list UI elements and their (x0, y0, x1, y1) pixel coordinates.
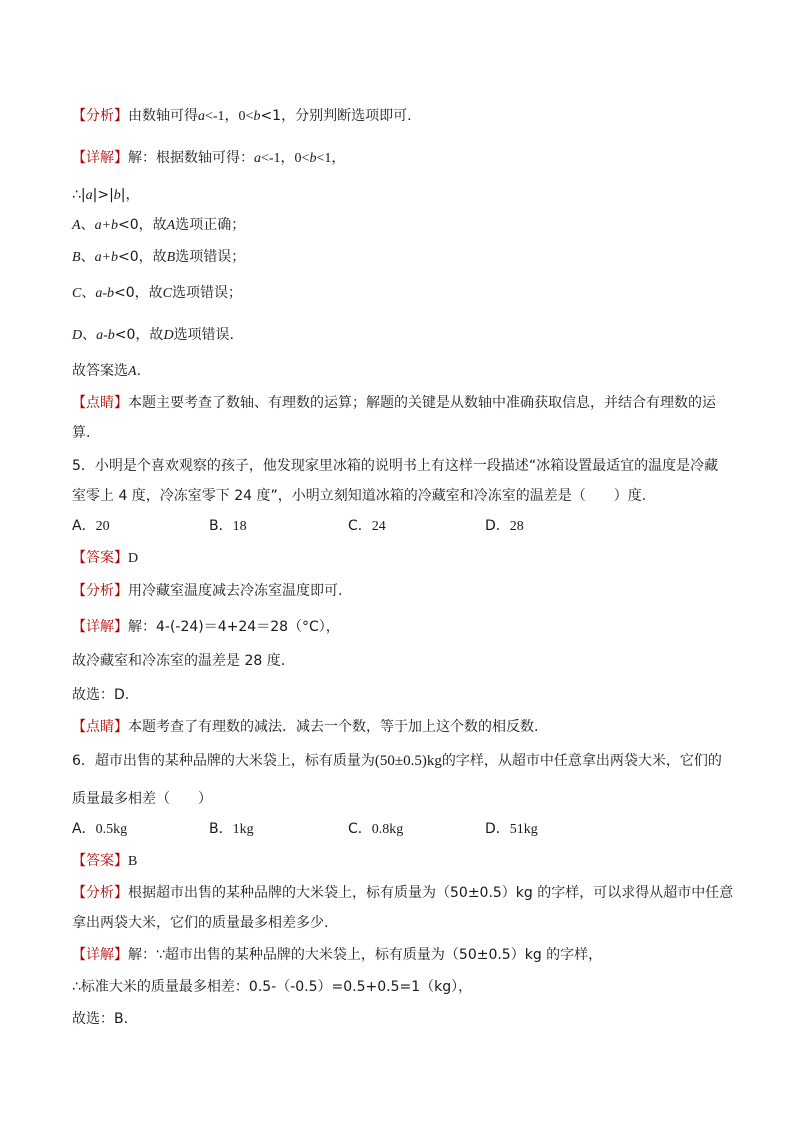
option-d-check: D、a-b<0，故D选项错误. (72, 327, 235, 343)
analysis-tag: 【分析】 (72, 108, 128, 124)
q5-answer-line: 【答案】D (72, 550, 139, 566)
analysis-tag: 【分析】 (72, 885, 128, 901)
q5-detail-line-2: 故冷藏室和冷冻室的温差是 28 度. (72, 653, 286, 669)
q6-detail-line-1: 【详解】解：∵超市出售的某种品牌的大米袋上，标有质量为（50±0.5）kg 的字样， (72, 947, 603, 963)
q6-option-a: A．0.5kg (72, 821, 128, 837)
answer-tag: 【答案】 (72, 853, 128, 869)
detail-tag: 【详解】 (72, 150, 128, 166)
q6-option-d: D．51kg (485, 821, 538, 837)
conclusion-line: 故答案选A. (72, 363, 142, 379)
comment-line-2: 算. (72, 425, 91, 441)
detail-tag: 【详解】 (72, 947, 128, 963)
option-c-check: C、a-b<0，故C选项错误； (72, 285, 242, 301)
option-b-check: B、a+b<0，故B选项错误； (72, 249, 246, 265)
q6-answer-line: 【答案】B (72, 853, 138, 869)
q5-choose-line: 故选：D. (72, 687, 130, 703)
q6-option-b: B．1kg (209, 821, 254, 837)
question-5-line-1: 5．小明是个喜欢观察的孩子，他发现家里冰箱的说明书上有这样一段描述“冰箱设置最适宜的温度是冷藏 (72, 458, 719, 474)
q6-analysis-line-2: 拿出两袋大米，它们的质量最多相差多少. (72, 915, 329, 931)
q5-option-c: C．24 (348, 518, 386, 534)
answer-tag: 【答案】 (72, 550, 128, 566)
q6-detail-line-2: ∴标准大米的质量最多相差：0.5-（-0.5）=0.5+0.5=1（kg）， (72, 979, 473, 995)
question-6-line-2: 质量最多相差（ ） (72, 791, 212, 807)
abs-comparison-line: ∴|a|>|b|， (72, 187, 140, 203)
q5-option-b: B．18 (209, 518, 247, 534)
comment-line-1: 【点睛】本题主要考查了数轴、有理数的运算；解题的关键是从数轴中准确获取信息，并结合有理数的运 (72, 395, 716, 411)
option-a-check: A、a+b<0，故A选项正确； (72, 217, 246, 233)
q5-option-d: D．28 (485, 518, 524, 534)
q6-option-c: C．0.8kg (348, 821, 404, 837)
q5-analysis-line: 【分析】用冷藏室温度减去冷冻室温度即可. (72, 583, 343, 599)
q5-comment-line: 【点睛】本题考查了有理数的减法．减去一个数，等于加上这个数的相反数. (72, 719, 539, 735)
q6-choose-line: 故选：B. (72, 1011, 129, 1027)
prev-analysis-line: 【分析】由数轴可得a<-1，0<b<1，分别判断选项即可. (72, 108, 412, 124)
prev-detail-line: 【详解】解：根据数轴可得：a<-1，0<b<1， (72, 150, 346, 166)
question-5-line-2: 室零上 4 度，冷冻室零下 24 度”，小明立刻知道冰箱的冷藏室和冷冻室的温差是（ ）度. (72, 488, 647, 504)
question-6-line-1: 6．超市出售的某种品牌的大米袋上，标有质量为(50±0.5)kg的字样，从超市中任意拿出两袋大米，它们的 (72, 753, 722, 769)
mass-expression: (50±0.5)kg (374, 753, 442, 769)
detail-tag: 【详解】 (72, 619, 128, 635)
q5-detail-line: 【详解】解：4-(-24)＝4+24＝28（°C）， (72, 619, 340, 635)
analysis-tag: 【分析】 (72, 583, 128, 599)
q6-analysis-line-1: 【分析】根据超市出售的某种品牌的大米袋上，标有质量为（50±0.5）kg 的字样，可以求得从超市中任意 (72, 885, 734, 901)
q5-option-a: A．20 (72, 518, 110, 534)
comment-tag: 【点睛】 (72, 395, 128, 411)
comment-tag: 【点睛】 (72, 719, 128, 735)
